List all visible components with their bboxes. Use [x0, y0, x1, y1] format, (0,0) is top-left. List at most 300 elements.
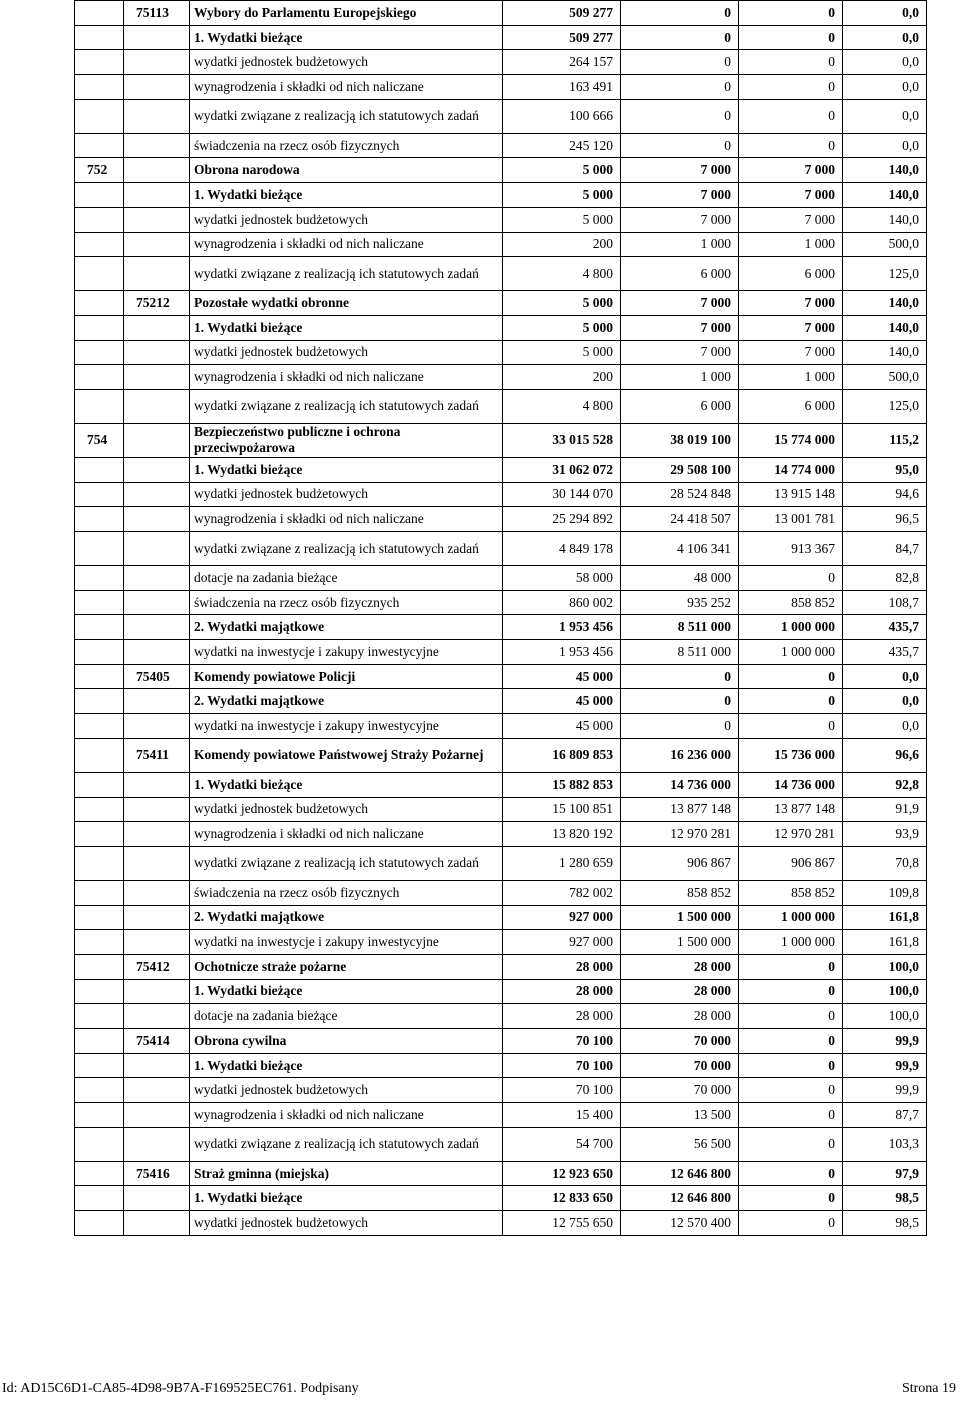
third-value-cell: 0 — [739, 566, 843, 591]
table-row — [75, 772, 927, 797]
section-code-cell — [75, 615, 124, 640]
chapter-code-cell: 75113 — [124, 1, 190, 26]
executed-value-cell: 28 000 — [621, 954, 739, 979]
chapter-code-cell — [124, 232, 190, 257]
executed-value-cell: 13 877 148 — [621, 797, 739, 822]
description-cell: 2. Wydatki majątkowe — [190, 905, 503, 930]
plan-value-cell: 15 100 851 — [503, 797, 621, 822]
plan-value-cell: 5 000 — [503, 158, 621, 183]
executed-value-cell: 7 000 — [621, 207, 739, 232]
percent-cell: 161,8 — [843, 930, 927, 955]
budget-table-body — [75, 1, 927, 1236]
description-cell: Obrona narodowa — [190, 158, 503, 183]
executed-value-cell: 7 000 — [621, 158, 739, 183]
chapter-code-cell — [124, 1078, 190, 1103]
percent-cell: 0,0 — [843, 99, 927, 133]
plan-value-cell: 54 700 — [503, 1127, 621, 1161]
table-row — [75, 738, 927, 772]
executed-value-cell: 16 236 000 — [621, 738, 739, 772]
section-code-cell — [75, 1078, 124, 1103]
plan-value-cell: 927 000 — [503, 905, 621, 930]
table-row — [75, 1029, 927, 1054]
table-row — [75, 423, 927, 457]
plan-value-cell: 70 100 — [503, 1078, 621, 1103]
executed-value-cell: 70 000 — [621, 1078, 739, 1103]
description-cell: 1. Wydatki bieżące — [190, 457, 503, 482]
section-code-cell — [75, 1, 124, 26]
plan-value-cell: 5 000 — [503, 183, 621, 208]
third-value-cell: 15 774 000 — [739, 423, 843, 457]
description-cell: Wybory do Parlamentu Europejskiego — [190, 1, 503, 26]
plan-value-cell: 1 953 456 — [503, 640, 621, 665]
percent-cell: 500,0 — [843, 365, 927, 390]
table-row — [75, 905, 927, 930]
plan-value-cell: 45 000 — [503, 714, 621, 739]
table-row — [75, 482, 927, 507]
chapter-code-cell — [124, 389, 190, 423]
section-code-cell — [75, 257, 124, 291]
plan-value-cell: 28 000 — [503, 979, 621, 1004]
executed-value-cell: 38 019 100 — [621, 423, 739, 457]
executed-value-cell: 13 500 — [621, 1103, 739, 1128]
description-cell: dotacje na zadania bieżące — [190, 566, 503, 591]
table-row — [75, 1103, 927, 1128]
chapter-code-cell — [124, 714, 190, 739]
third-value-cell: 0 — [739, 1029, 843, 1054]
plan-value-cell: 200 — [503, 232, 621, 257]
section-code-cell — [75, 1029, 124, 1054]
section-code-cell — [75, 772, 124, 797]
description-cell: wydatki jednostek budżetowych — [190, 797, 503, 822]
section-code-cell — [75, 532, 124, 566]
percent-cell: 103,3 — [843, 1127, 927, 1161]
chapter-code-cell — [124, 590, 190, 615]
table-row — [75, 532, 927, 566]
executed-value-cell: 12 970 281 — [621, 822, 739, 847]
table-row — [75, 183, 927, 208]
executed-value-cell: 935 252 — [621, 590, 739, 615]
plan-value-cell: 15 882 853 — [503, 772, 621, 797]
table-row — [75, 954, 927, 979]
percent-cell: 125,0 — [843, 389, 927, 423]
executed-value-cell: 6 000 — [621, 389, 739, 423]
chapter-code-cell — [124, 457, 190, 482]
chapter-code-cell — [124, 1103, 190, 1128]
chapter-code-cell — [124, 1186, 190, 1211]
executed-value-cell: 7 000 — [621, 315, 739, 340]
section-code-cell — [75, 457, 124, 482]
executed-value-cell: 0 — [621, 50, 739, 75]
section-code-cell — [75, 232, 124, 257]
section-code-cell — [75, 714, 124, 739]
description-cell: wynagrodzenia i składki od nich naliczane — [190, 232, 503, 257]
section-code-cell — [75, 689, 124, 714]
description-cell: 1. Wydatki bieżące — [190, 315, 503, 340]
percent-cell: 0,0 — [843, 50, 927, 75]
description-cell: 2. Wydatki majątkowe — [190, 615, 503, 640]
section-code-cell — [75, 738, 124, 772]
third-value-cell: 1 000 — [739, 232, 843, 257]
description-cell: wynagrodzenia i składki od nich naliczane — [190, 75, 503, 100]
chapter-code-cell — [124, 50, 190, 75]
third-value-cell: 1 000 — [739, 365, 843, 390]
executed-value-cell: 0 — [621, 714, 739, 739]
percent-cell: 0,0 — [843, 133, 927, 158]
plan-value-cell: 12 755 650 — [503, 1211, 621, 1236]
chapter-code-cell — [124, 615, 190, 640]
table-row — [75, 99, 927, 133]
section-code-cell — [75, 822, 124, 847]
section-code-cell — [75, 75, 124, 100]
description-cell: Obrona cywilna — [190, 1029, 503, 1054]
description-cell: dotacje na zadania bieżące — [190, 1004, 503, 1029]
description-cell: wydatki na inwestycje i zakupy inwestycyjne — [190, 640, 503, 665]
section-code-cell — [75, 930, 124, 955]
section-code-cell — [75, 566, 124, 591]
plan-value-cell: 509 277 — [503, 25, 621, 50]
third-value-cell: 0 — [739, 25, 843, 50]
percent-cell: 84,7 — [843, 532, 927, 566]
description-cell: świadczenia na rzecz osób fizycznych — [190, 590, 503, 615]
budget-table — [74, 0, 927, 1236]
plan-value-cell: 200 — [503, 365, 621, 390]
percent-cell: 500,0 — [843, 232, 927, 257]
description-cell: wydatki jednostek budżetowych — [190, 1078, 503, 1103]
section-code-cell — [75, 183, 124, 208]
percent-cell: 100,0 — [843, 979, 927, 1004]
percent-cell: 82,8 — [843, 566, 927, 591]
description-cell: wydatki związane z realizacją ich statutowych zadań — [190, 389, 503, 423]
description-cell: Ochotnicze straże pożarne — [190, 954, 503, 979]
plan-value-cell: 28 000 — [503, 1004, 621, 1029]
description-cell: Pozostałe wydatki obronne — [190, 291, 503, 316]
table-row — [75, 1, 927, 26]
section-code-cell — [75, 1103, 124, 1128]
executed-value-cell: 48 000 — [621, 566, 739, 591]
percent-cell: 140,0 — [843, 183, 927, 208]
plan-value-cell: 927 000 — [503, 930, 621, 955]
plan-value-cell: 860 002 — [503, 590, 621, 615]
percent-cell: 98,5 — [843, 1211, 927, 1236]
table-row — [75, 822, 927, 847]
table-row — [75, 615, 927, 640]
percent-cell: 140,0 — [843, 207, 927, 232]
description-cell: 1. Wydatki bieżące — [190, 772, 503, 797]
third-value-cell: 0 — [739, 689, 843, 714]
plan-value-cell: 13 820 192 — [503, 822, 621, 847]
executed-value-cell: 28 524 848 — [621, 482, 739, 507]
third-value-cell: 6 000 — [739, 389, 843, 423]
percent-cell: 70,8 — [843, 846, 927, 880]
percent-cell: 125,0 — [843, 257, 927, 291]
percent-cell: 108,7 — [843, 590, 927, 615]
third-value-cell: 1 000 000 — [739, 930, 843, 955]
chapter-code-cell — [124, 340, 190, 365]
percent-cell: 99,9 — [843, 1053, 927, 1078]
table-row — [75, 590, 927, 615]
executed-value-cell: 70 000 — [621, 1029, 739, 1054]
chapter-code-cell — [124, 979, 190, 1004]
description-cell: wydatki na inwestycje i zakupy inwestycyjne — [190, 930, 503, 955]
percent-cell: 95,0 — [843, 457, 927, 482]
description-cell: wynagrodzenia i składki od nich naliczane — [190, 365, 503, 390]
plan-value-cell: 15 400 — [503, 1103, 621, 1128]
table-row — [75, 714, 927, 739]
chapter-code-cell: 75212 — [124, 291, 190, 316]
table-row — [75, 25, 927, 50]
chapter-code-cell — [124, 532, 190, 566]
plan-value-cell: 12 923 650 — [503, 1161, 621, 1186]
description-cell: wynagrodzenia i składki od nich naliczane — [190, 1103, 503, 1128]
percent-cell: 140,0 — [843, 158, 927, 183]
percent-cell: 0,0 — [843, 714, 927, 739]
plan-value-cell: 1 953 456 — [503, 615, 621, 640]
description-cell: 1. Wydatki bieżące — [190, 25, 503, 50]
executed-value-cell: 0 — [621, 664, 739, 689]
section-code-cell — [75, 315, 124, 340]
percent-cell: 96,6 — [843, 738, 927, 772]
table-row — [75, 930, 927, 955]
chapter-code-cell — [124, 846, 190, 880]
percent-cell: 100,0 — [843, 1004, 927, 1029]
table-row — [75, 365, 927, 390]
executed-value-cell: 70 000 — [621, 1053, 739, 1078]
section-code-cell — [75, 291, 124, 316]
chapter-code-cell — [124, 99, 190, 133]
table-row — [75, 880, 927, 905]
plan-value-cell: 163 491 — [503, 75, 621, 100]
plan-value-cell: 1 280 659 — [503, 846, 621, 880]
executed-value-cell: 0 — [621, 75, 739, 100]
table-row — [75, 566, 927, 591]
plan-value-cell: 45 000 — [503, 664, 621, 689]
chapter-code-cell — [124, 689, 190, 714]
chapter-code-cell — [124, 207, 190, 232]
third-value-cell: 913 367 — [739, 532, 843, 566]
plan-value-cell: 31 062 072 — [503, 457, 621, 482]
description-cell: wydatki jednostek budżetowych — [190, 207, 503, 232]
third-value-cell: 14 774 000 — [739, 457, 843, 482]
description-cell: wydatki jednostek budżetowych — [190, 1211, 503, 1236]
percent-cell: 92,8 — [843, 772, 927, 797]
third-value-cell: 0 — [739, 133, 843, 158]
percent-cell: 94,6 — [843, 482, 927, 507]
third-value-cell: 0 — [739, 75, 843, 100]
description-cell: 1. Wydatki bieżące — [190, 183, 503, 208]
description-cell: świadczenia na rzecz osób fizycznych — [190, 880, 503, 905]
third-value-cell: 7 000 — [739, 207, 843, 232]
chapter-code-cell: 75412 — [124, 954, 190, 979]
table-row — [75, 1078, 927, 1103]
section-code-cell: 754 — [75, 423, 124, 457]
description-cell: 1. Wydatki bieżące — [190, 1053, 503, 1078]
percent-cell: 99,9 — [843, 1078, 927, 1103]
chapter-code-cell — [124, 133, 190, 158]
section-code-cell — [75, 640, 124, 665]
plan-value-cell: 25 294 892 — [503, 507, 621, 532]
description-cell: 1. Wydatki bieżące — [190, 1186, 503, 1211]
third-value-cell: 1 000 000 — [739, 615, 843, 640]
percent-cell: 161,8 — [843, 905, 927, 930]
plan-value-cell: 16 809 853 — [503, 738, 621, 772]
chapter-code-cell — [124, 257, 190, 291]
plan-value-cell: 100 666 — [503, 99, 621, 133]
third-value-cell: 0 — [739, 1186, 843, 1211]
section-code-cell — [75, 590, 124, 615]
table-row — [75, 689, 927, 714]
plan-value-cell: 33 015 528 — [503, 423, 621, 457]
chapter-code-cell — [124, 365, 190, 390]
plan-value-cell: 12 833 650 — [503, 1186, 621, 1211]
chapter-code-cell — [124, 75, 190, 100]
table-row — [75, 1186, 927, 1211]
page-number-footer: Strona 19 — [901, 1381, 956, 1396]
chapter-code-cell — [124, 183, 190, 208]
section-code-cell — [75, 389, 124, 423]
description-cell: wydatki związane z realizacją ich statutowych zadań — [190, 257, 503, 291]
third-value-cell: 858 852 — [739, 590, 843, 615]
chapter-code-cell: 75414 — [124, 1029, 190, 1054]
section-code-cell — [75, 797, 124, 822]
table-row — [75, 640, 927, 665]
chapter-code-cell — [124, 797, 190, 822]
description-cell: Komendy powiatowe Państwowej Straży Pożarnej — [190, 738, 503, 772]
description-cell: 2. Wydatki majątkowe — [190, 689, 503, 714]
percent-cell: 97,9 — [843, 1161, 927, 1186]
third-value-cell: 7 000 — [739, 315, 843, 340]
percent-cell: 91,9 — [843, 797, 927, 822]
third-value-cell: 13 877 148 — [739, 797, 843, 822]
table-row — [75, 133, 927, 158]
description-cell: wydatki związane z realizacją ich statutowych zadań — [190, 99, 503, 133]
table-row — [75, 664, 927, 689]
section-code-cell — [75, 25, 124, 50]
executed-value-cell: 1 000 — [621, 232, 739, 257]
third-value-cell: 0 — [739, 1, 843, 26]
executed-value-cell: 0 — [621, 689, 739, 714]
section-code-cell — [75, 1127, 124, 1161]
percent-cell: 93,9 — [843, 822, 927, 847]
percent-cell: 87,7 — [843, 1103, 927, 1128]
percent-cell: 115,2 — [843, 423, 927, 457]
executed-value-cell: 7 000 — [621, 291, 739, 316]
executed-value-cell: 12 646 800 — [621, 1161, 739, 1186]
chapter-code-cell — [124, 905, 190, 930]
plan-value-cell: 4 800 — [503, 257, 621, 291]
percent-cell: 96,5 — [843, 507, 927, 532]
executed-value-cell: 7 000 — [621, 183, 739, 208]
description-cell: Komendy powiatowe Policji — [190, 664, 503, 689]
executed-value-cell: 8 511 000 — [621, 615, 739, 640]
percent-cell: 140,0 — [843, 340, 927, 365]
third-value-cell: 906 867 — [739, 846, 843, 880]
section-code-cell — [75, 664, 124, 689]
plan-value-cell: 5 000 — [503, 340, 621, 365]
table-row — [75, 340, 927, 365]
table-row — [75, 979, 927, 1004]
plan-value-cell: 5 000 — [503, 315, 621, 340]
description-cell: Bezpieczeństwo publiczne i ochrona przeciwpożarowa — [190, 423, 503, 457]
percent-cell: 109,8 — [843, 880, 927, 905]
executed-value-cell: 28 000 — [621, 1004, 739, 1029]
plan-value-cell: 5 000 — [503, 207, 621, 232]
chapter-code-cell: 75405 — [124, 664, 190, 689]
executed-value-cell: 1 000 — [621, 365, 739, 390]
section-code-cell — [75, 133, 124, 158]
chapter-code-cell — [124, 1053, 190, 1078]
description-cell: wydatki na inwestycje i zakupy inwestycyjne — [190, 714, 503, 739]
third-value-cell: 1 000 000 — [739, 640, 843, 665]
executed-value-cell: 1 500 000 — [621, 930, 739, 955]
percent-cell: 140,0 — [843, 315, 927, 340]
plan-value-cell: 5 000 — [503, 291, 621, 316]
third-value-cell: 7 000 — [739, 158, 843, 183]
plan-value-cell: 245 120 — [503, 133, 621, 158]
executed-value-cell: 906 867 — [621, 846, 739, 880]
chapter-code-cell — [124, 25, 190, 50]
section-code-cell — [75, 1004, 124, 1029]
percent-cell: 140,0 — [843, 291, 927, 316]
chapter-code-cell — [124, 507, 190, 532]
section-code-cell — [75, 1186, 124, 1211]
plan-value-cell: 4 800 — [503, 389, 621, 423]
chapter-code-cell — [124, 482, 190, 507]
executed-value-cell: 28 000 — [621, 979, 739, 1004]
section-code-cell — [75, 99, 124, 133]
executed-value-cell: 29 508 100 — [621, 457, 739, 482]
third-value-cell: 0 — [739, 954, 843, 979]
third-value-cell: 7 000 — [739, 340, 843, 365]
table-row — [75, 1127, 927, 1161]
executed-value-cell: 6 000 — [621, 257, 739, 291]
chapter-code-cell — [124, 423, 190, 457]
description-cell: 1. Wydatki bieżące — [190, 979, 503, 1004]
third-value-cell: 0 — [739, 1127, 843, 1161]
table-row — [75, 846, 927, 880]
executed-value-cell: 14 736 000 — [621, 772, 739, 797]
chapter-code-cell — [124, 1004, 190, 1029]
third-value-cell: 7 000 — [739, 183, 843, 208]
third-value-cell: 0 — [739, 1078, 843, 1103]
table-row — [75, 1161, 927, 1186]
third-value-cell: 858 852 — [739, 880, 843, 905]
percent-cell: 0,0 — [843, 689, 927, 714]
third-value-cell: 7 000 — [739, 291, 843, 316]
section-code-cell — [75, 50, 124, 75]
plan-value-cell: 45 000 — [503, 689, 621, 714]
third-value-cell: 0 — [739, 664, 843, 689]
table-row — [75, 291, 927, 316]
section-code-cell — [75, 340, 124, 365]
executed-value-cell: 8 511 000 — [621, 640, 739, 665]
third-value-cell: 0 — [739, 714, 843, 739]
percent-cell: 0,0 — [843, 1, 927, 26]
table-row — [75, 507, 927, 532]
section-code-cell — [75, 207, 124, 232]
executed-value-cell: 0 — [621, 1, 739, 26]
description-cell: świadczenia na rzecz osób fizycznych — [190, 133, 503, 158]
description-cell: wydatki jednostek budżetowych — [190, 50, 503, 75]
chapter-code-cell — [124, 930, 190, 955]
percent-cell: 0,0 — [843, 25, 927, 50]
table-row — [75, 232, 927, 257]
executed-value-cell: 56 500 — [621, 1127, 739, 1161]
chapter-code-cell — [124, 566, 190, 591]
description-cell: wydatki związane z realizacją ich statutowych zadań — [190, 846, 503, 880]
third-value-cell: 0 — [739, 1053, 843, 1078]
chapter-code-cell — [124, 822, 190, 847]
table-row — [75, 257, 927, 291]
